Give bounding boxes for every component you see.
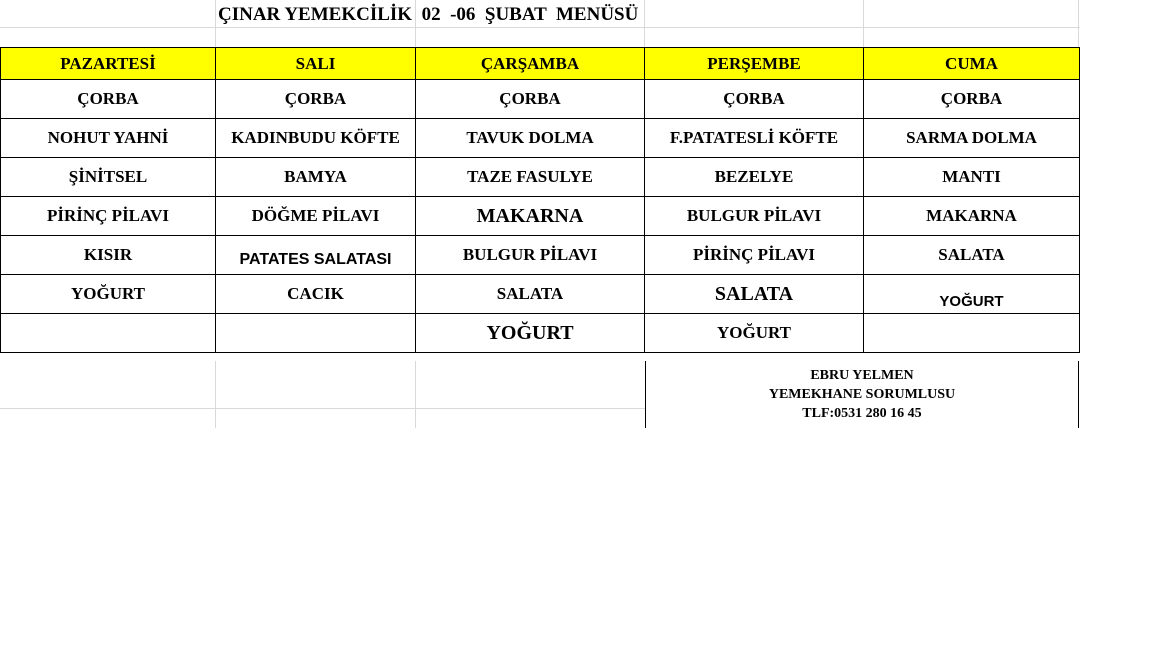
day-header[interactable]: PERŞEMBE <box>645 48 864 80</box>
menu-cell[interactable]: BULGUR PİLAVI <box>416 236 645 275</box>
menu-cell[interactable]: CACIK <box>216 275 416 314</box>
header-row <box>1 48 1080 80</box>
menu-cell[interactable]: ÇORBA <box>216 80 416 119</box>
menu-cell[interactable]: BAMYA <box>216 158 416 197</box>
menu-cell[interactable]: NOHUT YAHNİ <box>1 119 216 158</box>
gridline <box>1078 0 1079 47</box>
menu-cell[interactable]: F.PATATESLİ KÖFTE <box>645 119 864 158</box>
menu-cell[interactable]: PİRİNÇ PİLAVI <box>1 197 216 236</box>
menu-cell[interactable]: YOĞURT <box>864 275 1080 314</box>
table-row <box>1 197 1080 236</box>
day-header[interactable]: PAZARTESİ <box>1 48 216 80</box>
menu-cell[interactable]: SARMA DOLMA <box>864 119 1080 158</box>
gridline <box>0 27 1080 28</box>
menu-cell[interactable]: ÇORBA <box>416 80 645 119</box>
menu-cell[interactable]: SALATA <box>416 275 645 314</box>
menu-cell[interactable]: ŞİNİTSEL <box>1 158 216 197</box>
menu-cell[interactable]: YOĞURT <box>645 314 864 353</box>
gridline <box>215 361 216 428</box>
menu-cell[interactable]: PATATES SALATASI <box>216 236 416 275</box>
menu-cell[interactable]: KISIR <box>1 236 216 275</box>
day-header[interactable]: ÇARŞAMBA <box>416 48 645 80</box>
menu-cell[interactable]: PİRİNÇ PİLAVI <box>645 236 864 275</box>
day-header[interactable]: SALI <box>216 48 416 80</box>
day-header[interactable]: CUMA <box>864 48 1080 80</box>
menu-cell[interactable]: BULGUR PİLAVI <box>645 197 864 236</box>
menu-cell[interactable] <box>1 314 216 353</box>
contact-role: YEMEKHANE SORUMLUSU <box>768 387 956 402</box>
menu-cell[interactable]: MANTI <box>864 158 1080 197</box>
table-row <box>1 236 1080 275</box>
menu-cell[interactable]: TAZE FASULYE <box>416 158 645 197</box>
table-row <box>1 275 1080 314</box>
gridline <box>863 0 864 47</box>
gridline <box>215 0 216 47</box>
menu-cell[interactable]: YOĞURT <box>1 275 216 314</box>
table-row <box>1 158 1080 197</box>
table-row <box>1 119 1080 158</box>
gridline <box>415 361 416 428</box>
menu-title: ÇINAR YEMEKCİLİK 02 -06 ŞUBAT MENÜSÜ <box>218 4 639 25</box>
menu-cell[interactable]: ÇORBA <box>864 80 1080 119</box>
menu-cell[interactable]: KADINBUDU KÖFTE <box>216 119 416 158</box>
weekly-menu-table <box>0 47 1080 353</box>
contact-block <box>645 361 1079 428</box>
menu-cell[interactable]: SALATA <box>645 275 864 314</box>
menu-cell[interactable] <box>864 314 1080 353</box>
menu-cell[interactable]: DÖĞME PİLAVI <box>216 197 416 236</box>
menu-cell[interactable]: ÇORBA <box>1 80 216 119</box>
contact-name: EBRU YELMEN <box>810 368 914 383</box>
table-row <box>1 314 1080 353</box>
menu-cell[interactable] <box>216 314 416 353</box>
menu-cell[interactable]: TAVUK DOLMA <box>416 119 645 158</box>
menu-cell[interactable]: MAKARNA <box>416 197 645 236</box>
menu-cell[interactable]: MAKARNA <box>864 197 1080 236</box>
menu-cell[interactable]: SALATA <box>864 236 1080 275</box>
gridline <box>644 0 645 47</box>
menu-cell[interactable]: ÇORBA <box>645 80 864 119</box>
menu-cell[interactable]: YOĞURT <box>416 314 645 353</box>
contact-phone: TLF:0531 280 16 45 <box>802 406 922 421</box>
gridline <box>0 408 645 409</box>
table-row <box>1 80 1080 119</box>
menu-cell[interactable]: BEZELYE <box>645 158 864 197</box>
